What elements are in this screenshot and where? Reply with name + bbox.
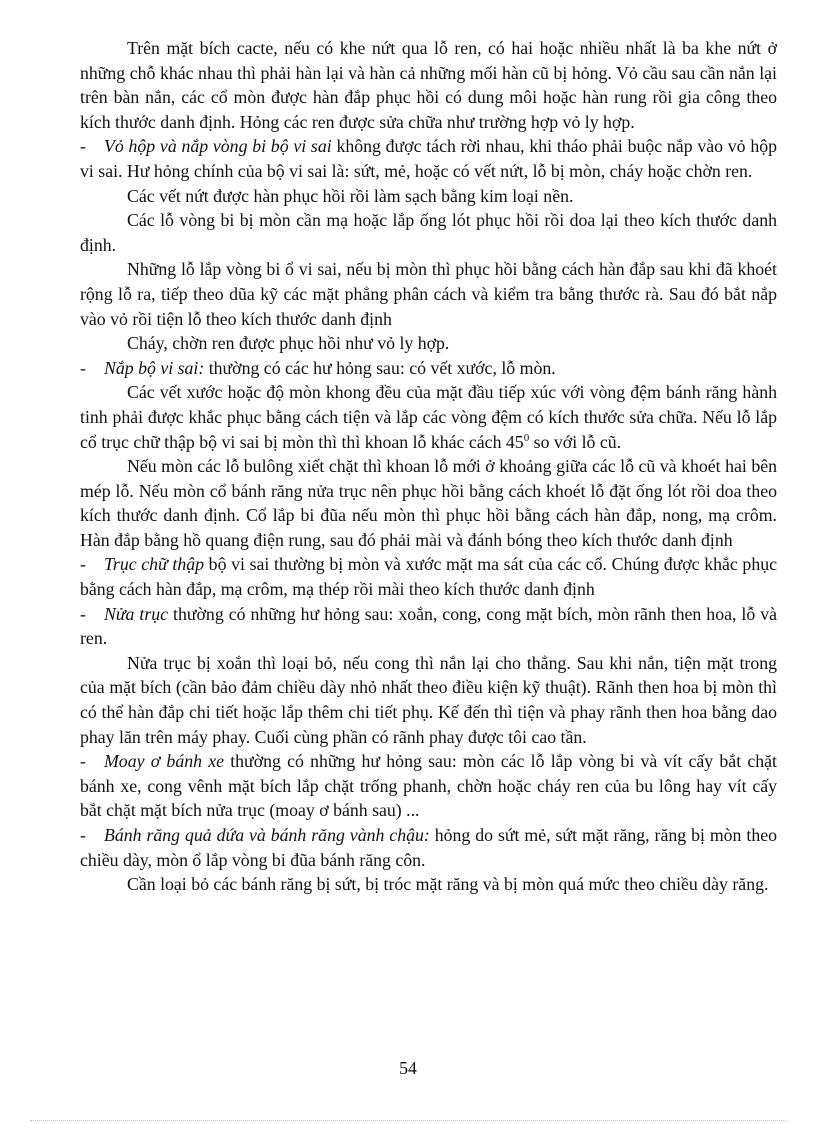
paragraph: Những lỗ lắp vòng bi ổ vi sai, nếu bị mòn thì phục hồi bằng cách hàn đắp sau khi đã khoét rộng lỗ ra, tiếp theo dũa kỹ các mặt phẳng phân cách và kiểm tra bằng thước rà. Sau đó bắt nắp vào vỏ rồi tiện lỗ theo kích thước danh định bbox=[80, 259, 777, 329]
page-number: 54 bbox=[399, 1058, 417, 1078]
footer-divider bbox=[30, 1120, 786, 1121]
paragraph-text: bộ vi sai thường bị mòn và xước mặt ma sát của các cổ. Chúng được khắc phục bằng cách hàn đắp, mạ crôm, mạ thép rồi mài theo kích thước danh định bbox=[80, 554, 777, 600]
paragraph-text-tail: so với lỗ cũ. bbox=[529, 431, 622, 452]
paragraph-text: thường có các hư hỏng sau: có vết xước, lỗ mòn. bbox=[204, 357, 556, 378]
dash-marker: - bbox=[80, 357, 86, 378]
paragraph: Cháy, chờn ren được phục hồi như vỏ ly hợp. bbox=[127, 333, 450, 354]
term: Nắp bộ vi sai: bbox=[104, 357, 205, 378]
paragraph-text: thường có những hư hỏng sau: mòn các lỗ lắp vòng bi và vít cấy bắt chặt bánh xe, cong vênh mặt bích lắp chặt trống phanh, chờn hoặc cháy ren của bu lông hay vít cấy bắt chặt mặt bích nửa trục (moay ơ bánh sau) ... bbox=[80, 751, 777, 821]
bullet-paragraph bbox=[80, 823, 777, 872]
paragraph: Các vết nứt được hàn phục hồi rồi làm sạch bằng kim loại nền. bbox=[127, 185, 574, 206]
term: Bánh răng quả dứa và bánh răng vành chậu: bbox=[104, 825, 430, 845]
bullet-paragraph bbox=[80, 552, 777, 601]
term: Vỏ hộp và nắp vòng bi bộ vi sai bbox=[104, 136, 332, 157]
bullet-paragraph bbox=[80, 602, 777, 651]
dash-marker: - bbox=[80, 603, 86, 624]
dash-marker: - bbox=[80, 554, 86, 575]
term: Nửa trục bbox=[104, 603, 169, 624]
bullet-paragraph bbox=[80, 356, 777, 381]
document-body bbox=[80, 36, 777, 897]
dash-marker: - bbox=[80, 751, 86, 772]
paragraph: Trên mặt bích cacte, nếu có khe nứt qua lỗ ren, có hai hoặc nhiều nhất là ba khe nứt ở những chỗ khác nhau thì phải hàn lại và hàn cả những mối hàn cũ bị hỏng. Vỏ cầu sau cần nắn lại trên bàn nắn, các cổ mòn được hàn đắp phục hồi có dung môi hoặc hàn rung rồi gia công theo kích thước danh định. Hỏng các ren được sửa chữa như trường hợp vỏ ly hợp. bbox=[80, 38, 777, 132]
paragraph bbox=[80, 380, 777, 454]
paragraph: Các lỗ vòng bi bị mòn cần mạ hoặc lắp ống lót phục hồi rồi doa lại theo kích thước danh định. bbox=[80, 210, 777, 255]
term: Moay ơ bánh xe bbox=[104, 751, 224, 772]
paragraph: Cần loại bỏ các bánh răng bị sứt, bị tróc mặt răng và bị mòn quá mức theo chiều dày răng. bbox=[127, 874, 769, 895]
superscript: 0 bbox=[523, 431, 530, 444]
bullet-paragraph bbox=[80, 134, 777, 183]
paragraph-text: thường có những hư hỏng sau: xoắn, cong, cong mặt bích, mòn rãnh then hoa, lỗ và ren. bbox=[80, 603, 777, 649]
paragraph: Nửa trục bị xoắn thì loại bỏ, nếu cong thì nắn lại cho thẳng. Sau khi nắn, tiện mặt trong của mặt bích (cần bảo đảm chiều dày nhỏ nhất theo điều kiện kỹ thuật). Rãnh then hoa bị mòn thì có thể hàn đắp chi tiết hoặc lắp thêm chi tiết phụ. Kế đến thì tiện và phay rãnh then hoa bằng dao phay lăn trên máy phay. Cuối cùng phần có rãnh phay được tôi cao tần. bbox=[80, 652, 777, 747]
paragraph-text: hỏng do sứt mẻ, sứt mặt răng, răng bị mòn theo chiều dày, mòn ổ lắp vòng bi đũa bánh răng côn. bbox=[80, 825, 778, 870]
dash-marker: - bbox=[80, 136, 86, 157]
dash-marker: - bbox=[80, 825, 86, 845]
paragraph: Nếu mòn các lỗ bulông xiết chặt thì khoan lỗ mới ở khoảng giữa các lỗ cũ và khoét hai bên mép lỗ. Nếu mòn cổ bánh răng nửa trục nên phục hồi bằng cách khoét lỗ đặt ống lót rồi doa theo kích thước danh định. Cổ lắp bi đũa nếu mòn thì phục hồi bằng cách hàn đắp, nong, mạ crôm. Hàn đắp bằng hồ quang điện rung, sau đó phải mài và đánh bóng theo kích thước danh định bbox=[80, 456, 777, 550]
paragraph-text: không được tách rời nhau, khi tháo phải buộc nắp vào vỏ hộp vi sai. Hư hỏng chính của bộ vi sai là: sứt, mẻ, hoặc có vết nứt, lỗ bị mòn, cháy hoặc chờn ren. bbox=[80, 136, 777, 181]
paragraph-text: Các vết xước hoặc độ mòn khong đều của mặt đầu tiếp xúc với vòng đệm bánh răng hành tinh phải được khắc phục bằng cách tiện và lắp các vòng đệm có kích thước sửa chữa. Nếu lỗ lắp cổ trục chữ thập bộ vi sai bị mòn thì thì khoan lỗ khác cách 45 bbox=[80, 382, 777, 452]
term: Trục chữ thập bbox=[104, 554, 205, 575]
bullet-paragraph bbox=[80, 749, 777, 823]
